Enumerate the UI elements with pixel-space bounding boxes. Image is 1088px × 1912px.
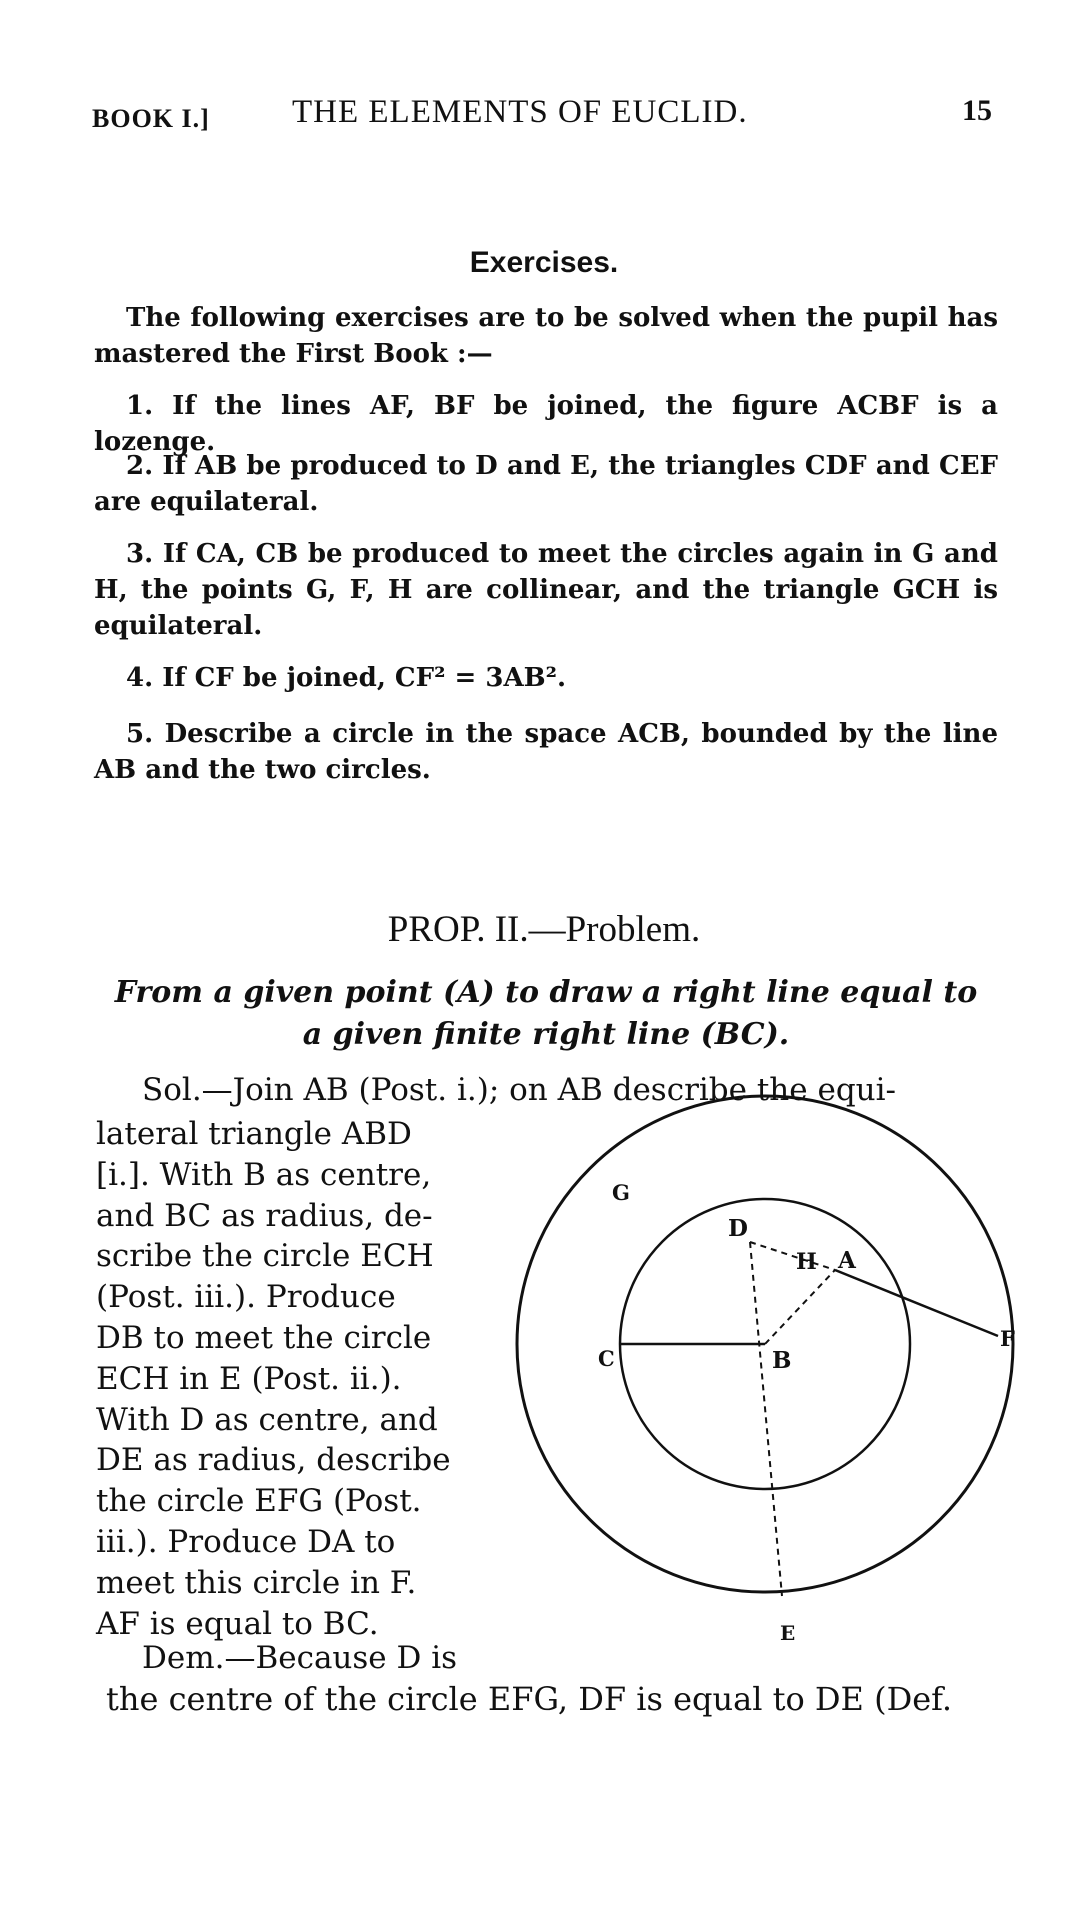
proposition-heading: PROP. II.—Problem. — [387, 909, 701, 950]
solution-line: the circle EFG (Post. — [96, 1483, 422, 1520]
label-h: H — [796, 1249, 817, 1275]
label-g: G — [612, 1180, 630, 1205]
label-b: B — [772, 1347, 792, 1374]
demonstration-continuation: the centre of the circle EFG, DF is equal to DE (Def. — [106, 1680, 953, 1718]
label-d: D — [728, 1215, 748, 1242]
exercises-intro: The following exercises are to be solved when the pupil has mastered the First Book :— — [94, 303, 998, 369]
proposition-statement-line-2: a given finite right line (BC). — [302, 1017, 790, 1052]
exercise-item-4: 4. If CF be joined, CF² = 3AB². — [126, 663, 567, 693]
line-ab — [765, 1270, 835, 1344]
solution-line: and BC as radius, de- — [96, 1197, 433, 1234]
solution-line: DE as radius, describe — [96, 1442, 451, 1479]
running-header-title: THE ELEMENTS OF EUCLID. — [292, 94, 748, 130]
line-af — [835, 1270, 998, 1336]
demonstration-line: Dem.—Because D is — [142, 1640, 458, 1676]
solution-line: meet this circle in F. — [96, 1564, 417, 1601]
label-e: E — [780, 1621, 796, 1645]
proposition-statement-line-1: From a given point (A) to draw a right line equal to — [114, 975, 978, 1010]
solution-line: (Post. iii.). Produce — [96, 1279, 396, 1316]
solution-line: iii.). Produce DA to — [96, 1523, 396, 1560]
solution-line: scribe the circle ECH — [96, 1238, 434, 1275]
label-f: F — [1000, 1326, 1015, 1351]
line-da — [750, 1242, 835, 1270]
solution-first-line: Sol.—Join AB (Post. i.); on AB describe the equi- — [142, 1072, 897, 1108]
exercise-item-2: 2. If AB be produced to D and E, the triangles CDF and CEF are equilateral. — [94, 451, 998, 517]
label-a: A — [838, 1247, 856, 1274]
label-c: C — [598, 1346, 615, 1371]
running-header-book: BOOK I.] — [92, 104, 210, 133]
exercises-heading: Exercises. — [469, 246, 619, 279]
solution-line: ECH in E (Post. ii.). — [96, 1360, 402, 1397]
solution-line: lateral triangle ABD — [96, 1116, 412, 1152]
exercise-item-5: 5. Describe a circle in the space ACB, bounded by the line AB and the two circles. — [94, 719, 998, 785]
page-number: 15 — [962, 94, 992, 127]
line-de — [750, 1242, 782, 1596]
exercise-item-3: 3. If CA, CB be produced to meet the circles again in G and H, the points G, F, H are collinear, and the triangle GCH is equilateral. — [94, 539, 998, 641]
solution-line: With D as centre, and — [96, 1401, 438, 1438]
solution-line: [i.]. With B as centre, — [96, 1156, 432, 1193]
solution-line: DB to meet the circle — [96, 1319, 432, 1356]
exercise-item-1: 1. If the lines AF, BF be joined, the figure ACBF is a lozenge. — [94, 391, 998, 457]
solution-line: AF is equal to BC. — [96, 1605, 379, 1642]
